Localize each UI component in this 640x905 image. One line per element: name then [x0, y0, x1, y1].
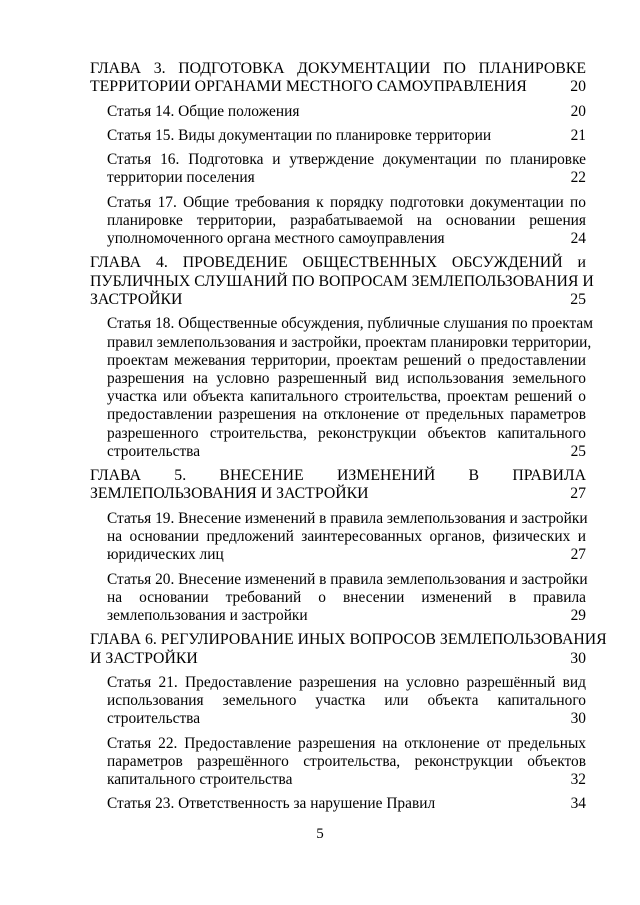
toc-entry-line: на основании требований о внесении изменений в правила [107, 588, 586, 606]
toc-article-entry [90, 103, 586, 121]
toc-entry-line: ГЛАВА 5. ВНЕСЕНИЕ ИЗМЕНЕНИЙ В ПРАВИЛА [90, 467, 586, 485]
toc-entry-line: строительства [107, 442, 201, 460]
toc-chapter-entry [90, 631, 607, 668]
toc-entry-line: Статья 17. Общие требования к порядку подготовки документации по [107, 193, 586, 211]
toc-article-entry [90, 735, 586, 790]
toc-entry-line: ЗЕМЛЕПОЛЬЗОВАНИЯ И ЗАСТРОЙКИ [90, 485, 369, 503]
toc-entry-line: ГЛАВА 4. ПРОВЕДЕНИЕ ОБЩЕСТВЕННЫХ ОБСУЖДЕНИЙ и [90, 254, 586, 272]
toc-entry-line: ГЛАВА 3. ПОДГОТОВКА ДОКУМЕНТАЦИИ ПО ПЛАНИРОВКЕ [90, 60, 586, 77]
toc-entry-line: капитального строительства [107, 770, 293, 788]
toc-entry-line: Статья 18. Общественные обсуждения, публичные слушания по проектам [107, 315, 593, 333]
toc-page-number: 24 [570, 230, 586, 248]
toc-entry-line: Статья 22. Предоставление разрешения на отклонение от предельных [107, 734, 586, 752]
toc-entry-line: строительства [107, 710, 201, 728]
toc-entry-line: разрешенного строительства, реконструкции объектов капитального [107, 424, 586, 442]
toc-page-number: 34 [570, 795, 586, 813]
toc-chapter-entry [90, 60, 586, 97]
toc-entry-line: ЗАСТРОЙКИ [90, 291, 183, 309]
toc-page-number: 25 [570, 291, 586, 309]
toc-entry-line: правил землепользования и застройки, проектам планировки территории, [107, 333, 592, 351]
toc-page-number: 20 [570, 102, 586, 120]
toc-entry-line: И ЗАСТРОЙКИ [90, 649, 198, 667]
toc-entry-line: Статья 21. Предоставление разрешения на условно разрешённый вид [107, 673, 586, 691]
toc-entry-line: параметров разрешённого строительства, реконструкции объектов [107, 752, 586, 770]
toc-page-number: 29 [570, 606, 586, 624]
toc-page-number: 21 [570, 127, 586, 145]
toc-entry-line: проектам межевания территории, проектам решений о предоставлении [107, 351, 586, 369]
toc-article-entry [90, 510, 586, 565]
toc-entry-line: Статья 19. Внесение изменений в правила землепользования и застройки [107, 509, 588, 527]
toc-entry-line: Статья 16. Подготовка и утверждение документации по планировке [107, 151, 586, 169]
toc-entry-line: использования земельного участка или объекта капитального [107, 692, 586, 710]
toc-entry-line: ПУБЛИЧНЫХ СЛУШАНИЙ ПО ВОПРОСАМ ЗЕМЛЕПОЛЬЗОВАНИЯ И [90, 272, 594, 290]
toc-article-entry [90, 315, 593, 461]
toc-article-entry [90, 127, 586, 145]
toc-article-entry [90, 795, 586, 813]
toc-chapter-entry [90, 254, 594, 309]
toc-page-number: 25 [570, 442, 586, 460]
toc-entry-line: Статья 15. Виды документации по планировке территории [107, 127, 492, 145]
toc-entry-line: юридических лиц [107, 546, 224, 564]
toc-article-entry [90, 571, 586, 626]
toc-entry-line: Статья 14. Общие положения [107, 102, 300, 120]
toc-page-number: 22 [570, 169, 586, 187]
toc-article-entry [90, 194, 586, 249]
toc-entry-line: Статья 23. Ответственность за нарушение Правил [107, 795, 436, 813]
page-number: 5 [316, 826, 324, 842]
toc-page-number: 30 [570, 710, 586, 728]
toc-entry-line: уполномоченного органа местного самоуправления [107, 230, 445, 248]
toc-entry-line: участка или объекта капитального строительства, проектам решений о [107, 388, 586, 406]
toc-article-entry [90, 151, 586, 187]
toc-entry-line: Статья 20. Внесение изменений в правила землепользования и застройки [107, 570, 588, 588]
toc-entry-line: на основании предложений заинтересованных органов, физических и [107, 528, 586, 546]
toc-article-entry [90, 674, 586, 729]
toc-entry-line: предоставлении разрешения на отклонение от предельных параметров [107, 406, 586, 424]
toc-entry-line: территории поселения [107, 169, 255, 187]
toc-entry-line: ГЛАВА 6. РЕГУЛИРОВАНИЕ ИНЫХ ВОПРОСОВ ЗЕМЛЕПОЛЬЗОВАНИЯ [90, 631, 607, 649]
toc-page-number: 27 [570, 485, 586, 503]
toc-entry-line: ТЕРРИТОРИИ ОРГАНАМИ МЕСТНОГО САМОУПРАВЛЕНИЯ [90, 78, 527, 96]
toc-page-number: 32 [570, 770, 586, 788]
toc-chapter-entry [90, 467, 586, 504]
toc-entry-line: землепользования и застройки [107, 606, 308, 624]
toc-entry-line: разрешения на условно разрешенный вид использования земельного [107, 370, 586, 388]
table-of-contents [90, 60, 607, 819]
toc-page-number: 30 [570, 649, 586, 667]
toc-entry-line: планировке территории, разрабатываемой на основании решения [107, 211, 586, 229]
toc-page-number: 27 [570, 546, 586, 564]
toc-page-number: 20 [570, 78, 586, 96]
